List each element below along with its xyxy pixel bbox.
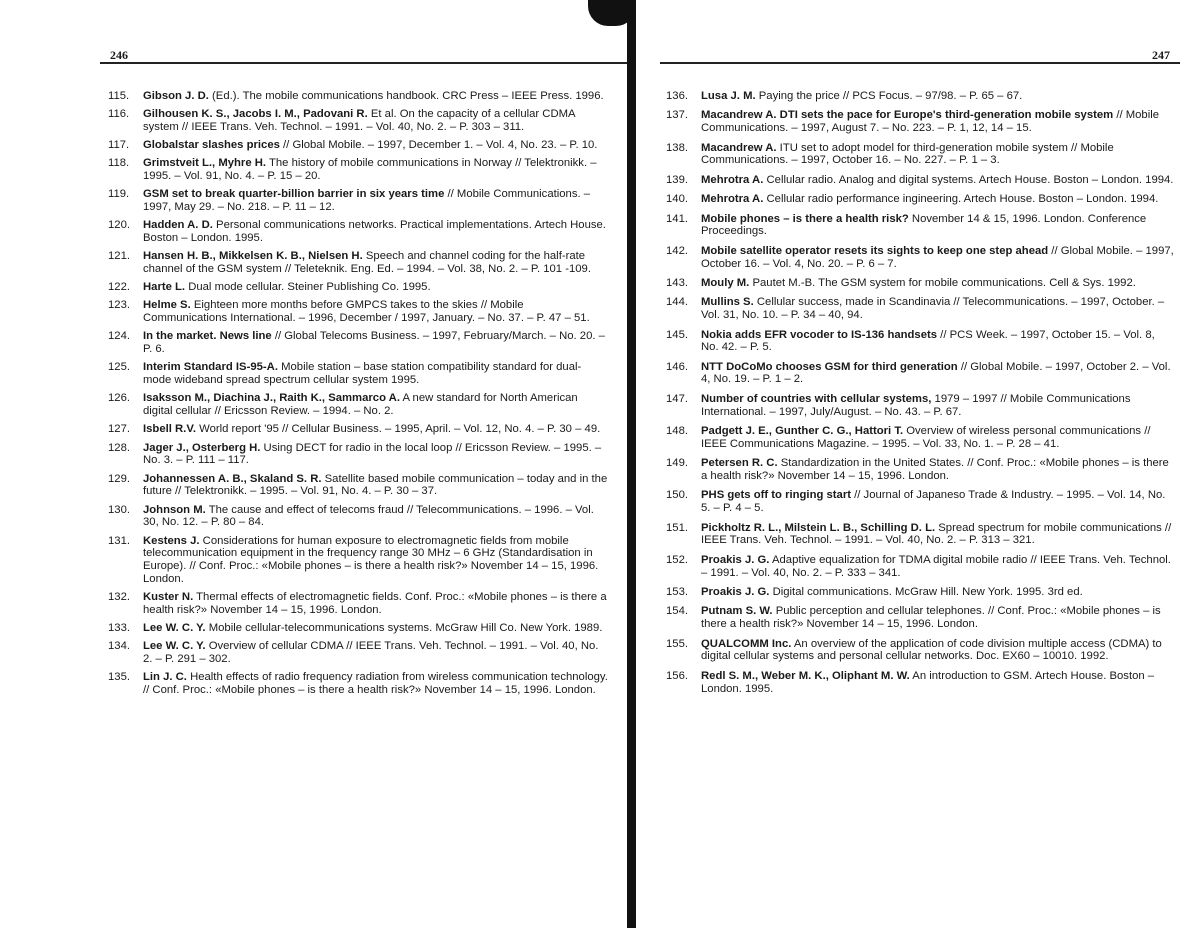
reference-entry [666, 213, 1174, 239]
reference-entry [108, 361, 608, 387]
reference-author: Padgett J. E., Gunther C. G., Hattori T. [701, 425, 904, 438]
reference-text: // Global Mobile. – 1997, December 1. – Vol. 4, No. 23. – P. 10. [279, 139, 598, 152]
reference-text: Adaptive equalization for TDMA digital mobile radio // IEEE Trans. Veh. Technol. – 1991. – Vol. 40, No. 2. – P. 333 – 341. [701, 553, 1171, 579]
reference-entry [108, 90, 608, 103]
reference-number: 115. [108, 90, 130, 102]
reference-author: Redl S. M., Weber M. K., Oliphant M. W. [701, 669, 910, 682]
reference-author: In the market. News line [143, 330, 272, 343]
reference-number: 139. [666, 173, 688, 186]
reference-text: Pautet M.-B. The GSM system for mobile communications. Cell & Sys. 1992. [749, 276, 1136, 289]
reference-text: The history of mobile communications in Norway // Telektronikk. – 1995. – Vol. 91, No. 4. – P. 15 – 20. [143, 157, 597, 183]
reference-text: Cellular radio. Analog and digital systems. Artech House. Boston – London. 1994. [763, 173, 1174, 186]
header-rule [100, 62, 630, 64]
reference-number: 121. [108, 250, 130, 263]
reference-number: 134. [108, 640, 130, 653]
reference-author: Petersen R. C. [701, 457, 778, 470]
reference-number: 128. [108, 441, 130, 454]
reference-entry [108, 157, 608, 183]
reference-text: Standardization in the United States. // Conf. Proc.: «Mobile phones – is there a health risk?» November 14 – 15, 1996. London. [701, 457, 1169, 483]
reference-number: 143. [666, 276, 688, 289]
reference-text: An introduction to GSM. Artech House. Boston – London. 1995. [701, 669, 1155, 695]
reference-entry [666, 174, 1174, 187]
reference-author: Hadden A. D. [143, 219, 213, 232]
reference-entry [666, 361, 1174, 387]
reference-entry [108, 139, 608, 152]
reference-author: Pickholtz R. L., Milstein L. B., Schilling D. L. [701, 521, 936, 534]
reference-text: Health effects of radio frequency radiation from wireless communication technology. // Conf. Proc.: «Mobile phones – is there a health risk?» November 14 – 15, 1996. London. [143, 671, 608, 697]
reference-author: PHS gets off to ringing start [701, 489, 851, 502]
reference-number: 131. [108, 534, 130, 547]
reference-author: Kuster N. [143, 591, 194, 604]
reference-text: Mobile station – base station compatibility standard for dual-mode wideband spread spectrum cellular system 1995. [143, 361, 582, 387]
reference-author: Mehrotra A. [701, 173, 764, 186]
reference-entry [108, 442, 608, 468]
reference-author: Isbell R.V. [143, 423, 196, 436]
reference-text: // Global Mobile. – 1997, October 16. – Vol. 4, No. 20. – P. 6 – 7. [701, 244, 1174, 270]
reference-number: 135. [108, 671, 130, 684]
reference-text: Public perception and cellular telephones. // Conf. Proc.: «Mobile phones – is there a health risk?» November 14 – 15, 1996. London. [701, 605, 1161, 631]
reference-text: // PCS Week. – 1997, October 15. – Vol. 8, No. 42. – P. 5. [701, 328, 1155, 354]
reference-text: // Global Telecoms Business. – 1997, February/March. – No. 20. – P. 6. [143, 330, 605, 356]
reference-entry [666, 296, 1174, 322]
reference-entry [666, 90, 1174, 103]
reference-entry [666, 109, 1174, 135]
reference-entry [666, 670, 1174, 696]
reference-number: 147. [666, 392, 688, 405]
reference-number: 149. [666, 457, 688, 470]
reference-entry [666, 193, 1174, 206]
reference-text: (Ed.). The mobile communications handbook. CRC Press – IEEE Press. 1996. [208, 90, 604, 102]
reference-author: Mehrotra A. [701, 193, 764, 206]
reference-number: 137. [666, 109, 688, 122]
reference-number: 130. [108, 503, 130, 516]
reference-number: 127. [108, 423, 130, 436]
reference-entry [108, 423, 608, 436]
reference-text: // Journal of Japaneso Trade & Industry. – 1995. – Vol. 14, No. 5. – P. 4 – 5. [701, 489, 1166, 515]
reference-list [108, 90, 608, 702]
reference-text: Digital communications. McGraw Hill. New York. 1995. 3rd ed. [769, 586, 1083, 598]
reference-text: November 14 & 15, 1996. London. Conference Proceedings. [701, 212, 1147, 238]
reference-text: Et al. On the capacity of a cellular CDMA system // IEEE Trans. Veh. Technol. – 1991. – Vol. 40, No. 2. – P. 303 – 311. [143, 108, 575, 133]
reference-entry [108, 504, 608, 530]
reference-author: Mobile phones – is there a health risk? [701, 212, 909, 225]
reference-list [666, 90, 1174, 702]
reference-author: Johannessen A. B., Skaland S. R. [143, 472, 322, 485]
reference-text: Cellular radio performance ingineering. Artech House. Boston – London. 1994. [763, 193, 1159, 206]
reference-text: World report '95 // Cellular Business. – 1995, April. – Vol. 12, No. 4. – P. 30 – 49. [195, 423, 601, 436]
reference-author: Proakis J. G. [701, 553, 770, 566]
reference-number: 123. [108, 299, 130, 312]
reference-number: 150. [666, 489, 688, 502]
header-rule [660, 62, 1180, 64]
reference-entry [108, 640, 608, 666]
reference-entry [666, 245, 1174, 271]
reference-text: // Mobile Communications. – 1997, August 7. – No. 223. – P. 1, 12, 14 – 15. [701, 109, 1160, 135]
reference-number: 116. [108, 108, 130, 121]
reference-author: Hansen H. B., Mikkelsen K. B., Nielsen H. [143, 250, 363, 263]
reference-text: Overview of wireless personal communications // IEEE Communications Magazine. – 1995. – Vol. 33, No. 1. – P. 28 – 41. [701, 425, 1151, 450]
reference-number: 148. [666, 425, 688, 438]
reference-entry [666, 393, 1174, 419]
book-gutter [627, 0, 636, 928]
reference-text: // Mobile Communications. – 1997, May 29. – No. 218. – P. 11 – 12. [143, 188, 591, 214]
reference-author: Gilhousen K. S., Jacobs I. M., Padovani R. [143, 108, 368, 121]
reference-text: Personal communications networks. Practical implementations. Artech House. Boston – London. 1995. [143, 219, 606, 245]
reference-entry [666, 586, 1174, 599]
reference-entry [666, 522, 1174, 548]
reference-author: Lee W. C. Y. [143, 640, 206, 653]
reference-number: 124. [108, 330, 130, 343]
reference-entry [666, 425, 1174, 451]
reference-number: 117. [108, 139, 130, 152]
reference-text: Eighteen more months before GMPCS takes to the skies // Mobile Communications International. – 1996, December / 1997, January. – No. 37. – P. 47 – 51. [143, 299, 590, 325]
reference-author: NTT DoCoMo chooses GSM for third generation [701, 360, 958, 373]
reference-entry [666, 489, 1174, 515]
reference-text: Overview of cellular CDMA // IEEE Trans. Veh. Technol. – 1991. – Vol. 40, No. 2. – P. 291 – 302. [143, 640, 599, 666]
reference-entry [666, 277, 1174, 290]
reference-text: Satellite based mobile communication – today and in the future // Telektronikk. – 1995. – Vol. 91, No. 4. – P. 30 – 37. [143, 472, 608, 498]
reference-author: QUALCOMM Inc. [701, 637, 792, 650]
reference-text: Considerations for human exposure to electromagnetic fields from mobile telecommunication equipment in the frequency range 30 MHz – 6 GHz (Standardisation in Europe). // Conf. Proc.: «Mobile phones – is there a health risk?» November 14 – 15, 1996. London. [143, 534, 599, 585]
reference-entry [108, 219, 608, 245]
reference-entry [108, 622, 608, 635]
reference-entry [108, 591, 608, 617]
reference-author: Lee W. C. Y. [143, 622, 206, 635]
reference-author: Lusa J. M. [701, 90, 756, 102]
reference-author: Number of countries with cellular systems, [701, 392, 932, 405]
page-number: 247 [1152, 48, 1170, 62]
reference-number: 153. [666, 586, 688, 598]
reference-number: 146. [666, 360, 688, 373]
reference-author: Grimstveit L., Myhre H. [143, 157, 267, 170]
reference-number: 136. [666, 90, 688, 102]
reference-number: 155. [666, 637, 688, 650]
reference-author: Kestens J. [143, 534, 200, 547]
reference-entry [108, 108, 608, 134]
reference-text: Paying the price // PCS Focus. – 97/98. – P. 65 – 67. [755, 90, 1023, 102]
reference-number: 142. [666, 244, 688, 257]
reference-author: Proakis J. G. [701, 586, 770, 598]
reference-number: 120. [108, 219, 130, 232]
reference-author: Interim Standard IS-95-A. [143, 361, 278, 374]
reference-entry [666, 638, 1174, 664]
reference-entry [108, 188, 608, 214]
reference-number: 156. [666, 669, 688, 682]
reference-number: 126. [108, 392, 130, 405]
reference-author: Mobile satellite operator resets its sights to keep one step ahead [701, 244, 1049, 257]
reference-number: 151. [666, 521, 688, 534]
reference-entry [108, 392, 608, 418]
reference-author: Isaksson M., Diachina J., Raith K., Sammarco A. [143, 392, 400, 405]
reference-author: Macandrew A. [701, 141, 777, 154]
reference-number: 118. [108, 157, 130, 170]
reference-text: Dual mode cellular. Steiner Publishing Co. 1995. [185, 281, 431, 294]
reference-author: Gibson J. D. [143, 90, 209, 102]
reference-text: Using DECT for radio in the local loop // Ericsson Review. – 1995. – No. 3. – P. 111 – 117. [143, 441, 602, 467]
reference-number: 138. [666, 141, 688, 154]
reference-text: An overview of the application of code division multiple access (CDMA) to digital cellular systems and personal cellular networks. Doc. EX60 – 10010. 1992. [701, 637, 1162, 663]
reference-text: Mobile cellular-telecommunications systems. McGraw Hill Co. New York. 1989. [205, 622, 603, 635]
reference-entry [108, 473, 608, 499]
reference-entry [108, 299, 608, 325]
reference-author: Helme S. [143, 299, 191, 312]
reference-author: Putnam S. W. [701, 605, 773, 618]
reference-text: Cellular success, made in Scandinavia // Telecommunications. – 1997, October. – Vol. 31, No. 10. – P. 34 – 40, 94. [701, 296, 1165, 322]
reference-author: Lin J. C. [143, 671, 187, 684]
reference-author: Mullins S. [701, 296, 754, 309]
reference-number: 133. [108, 622, 130, 635]
reference-text: A new standard for North American digital cellular // Ericsson Review. – 1994. – No. 2. [143, 392, 578, 418]
reference-author: Johnson M. [143, 503, 206, 516]
reference-text: // Global Mobile. – 1997, October 2. – Vol. 4, No. 19. – P. 1 – 2. [701, 360, 1171, 386]
reference-entry [108, 281, 608, 294]
reference-number: 152. [666, 553, 688, 566]
reference-author: GSM set to break quarter-billion barrier in six years time [143, 188, 445, 201]
reference-entry [666, 142, 1174, 168]
page-number: 246 [110, 48, 128, 62]
reference-author: Globalstar slashes prices [143, 139, 280, 152]
reference-entry [666, 329, 1174, 355]
reference-entry [108, 535, 608, 586]
reference-entry [666, 457, 1174, 483]
reference-author: Macandrew A. DTI sets the pace for Europe's third-generation mobile system [701, 109, 1114, 122]
reference-entry [666, 554, 1174, 580]
reference-text: 1979 – 1997 // Mobile Communications International. – 1997, July/August. – No. 43. – P. 67. [701, 392, 1131, 418]
reference-text: Thermal effects of electromagnetic fields. Conf. Proc.: «Mobile phones – is there a health risk?» November 14 – 15, 1996. London. [143, 591, 607, 616]
reference-number: 129. [108, 472, 130, 485]
reference-number: 141. [666, 212, 688, 225]
reference-text: Spread spectrum for mobile communications // IEEE Trans. Veh. Technol. – 1991. – Vol. 40, No. 2. – P. 313 – 321. [701, 521, 1172, 547]
reference-entry [108, 250, 608, 276]
reference-number: 144. [666, 296, 688, 309]
reference-author: Harte L. [143, 281, 186, 294]
reference-number: 154. [666, 605, 688, 618]
reference-number: 119. [108, 188, 130, 201]
reference-number: 140. [666, 193, 688, 206]
reference-number: 132. [108, 591, 130, 604]
reference-author: Nokia adds EFR vocoder to IS-136 handsets [701, 328, 938, 341]
reference-text: The cause and effect of telecoms fraud // Telecommunications. – 1996. – Vol. 30, No. 12. – P. 80 – 84. [143, 503, 594, 529]
reference-entry [666, 605, 1174, 631]
reference-number: 125. [108, 361, 130, 374]
reference-number: 145. [666, 328, 688, 341]
reference-text: Speech and channel coding for the half-rate channel of the GSM system // Teleteknik. Eng. Ed. – 1994. – Vol. 38, No. 2. – P. 101 -109. [143, 250, 591, 276]
reference-number: 122. [108, 281, 130, 294]
reference-entry [108, 671, 608, 697]
right-page [640, 0, 1200, 928]
reference-entry [108, 330, 608, 356]
reference-author: Mouly M. [701, 276, 750, 289]
reference-text: ITU set to adopt model for third-generation mobile system // Mobile Communications. – 1997, October 16. – No. 227. – P. 1 – 3. [701, 141, 1114, 167]
reference-author: Jager J., Osterberg H. [143, 441, 261, 454]
